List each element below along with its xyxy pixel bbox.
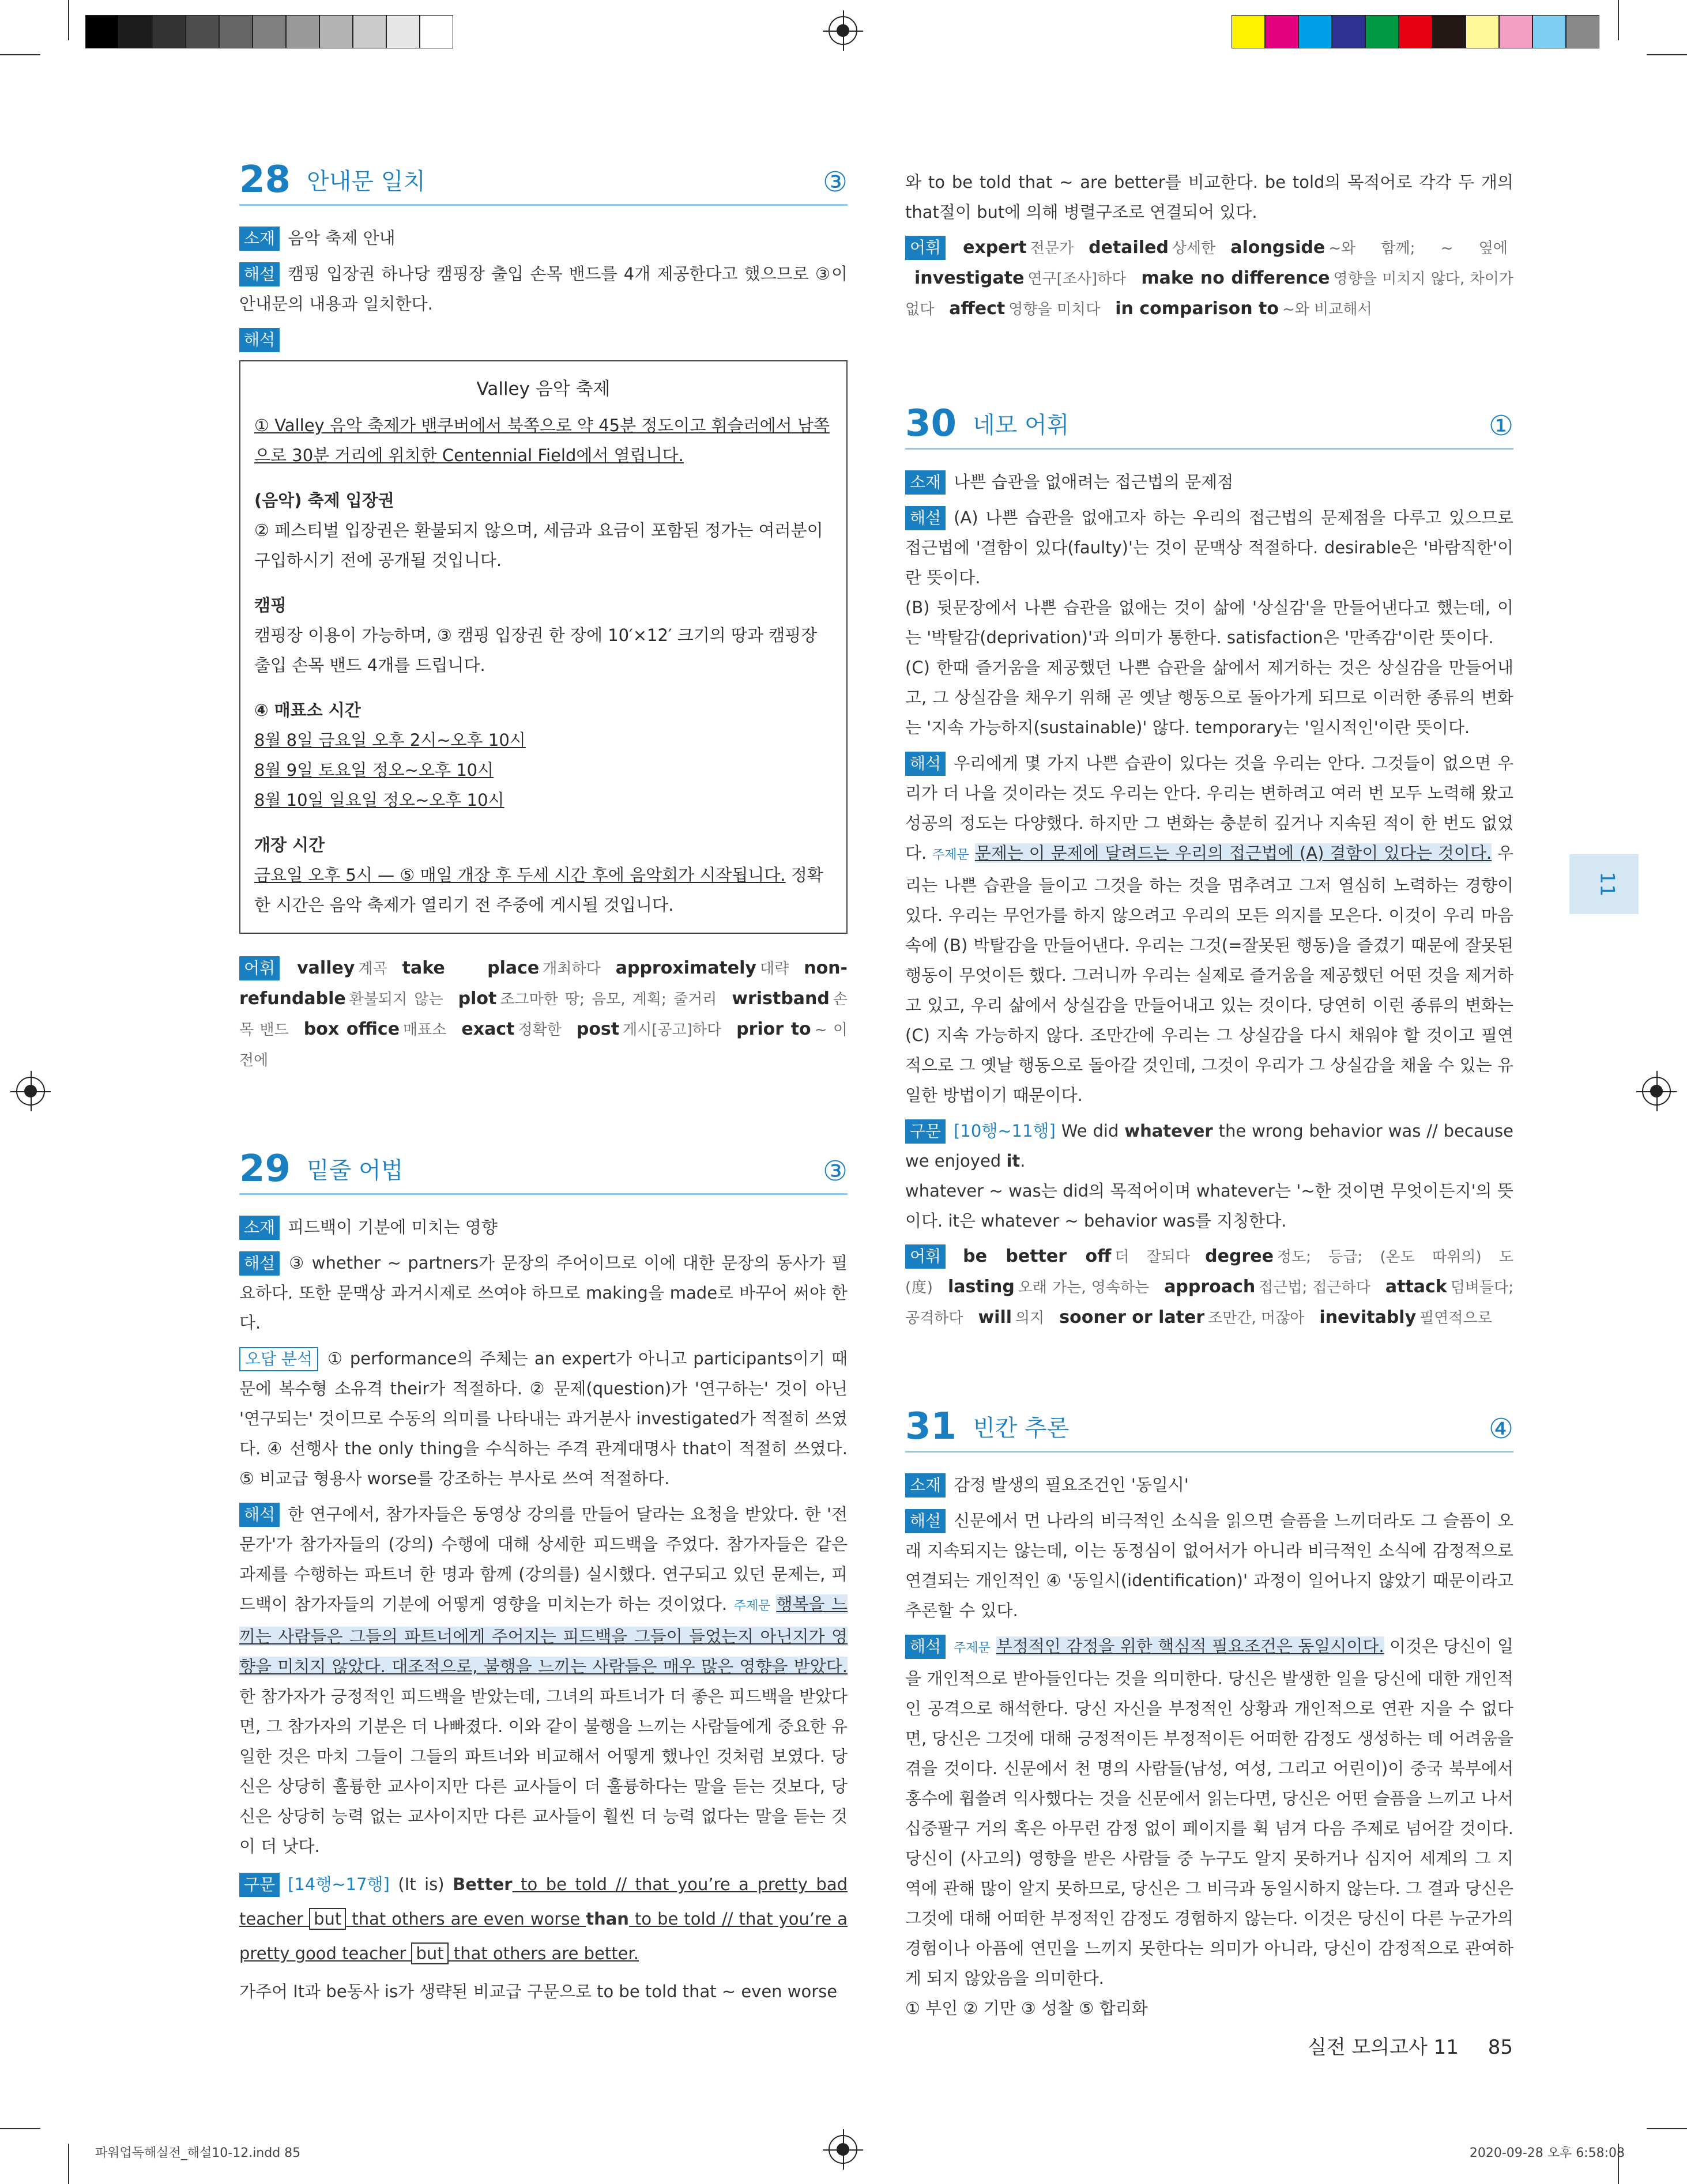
notice-box <box>239 360 848 934</box>
vocab-meaning: 영향을 미치지 않다, 차이가 없다 <box>905 270 1513 318</box>
vocab-word: valley <box>297 958 355 978</box>
color-swatch <box>1298 15 1332 48</box>
tag-vocab: 어휘 <box>905 236 946 260</box>
tag-haeseol: 해설 <box>905 1509 946 1533</box>
notice-line: 8월 10일 일요일 정오~오후 10시 <box>254 790 504 810</box>
notice-section <box>254 590 833 680</box>
crop-mark <box>68 0 69 40</box>
vocab-word: detailed <box>1089 237 1169 258</box>
notice-line: 8월 8일 금요일 오후 2시~오후 10시 <box>254 730 526 750</box>
tag-vocab: 어휘 <box>239 956 280 980</box>
color-swatch <box>1432 15 1466 48</box>
haeseok-text: 이것은 당신이 일을 개인적으로 받아들인다는 것을 의미한다. 당신은 발생한 일을 당신에 대한 개인적인 공격으로 해석한다. 당신 자신을 부정적인 상황과 개인적으로 연관 지을 수 없다면, 당신은 그것에 대해 긍정적이든 부정적이든 어떠한 감정도 생성하는 데 어려움을 겪을 것이다. 신문에서 천 명의 사람들(남성, 여성, 그리고 어린이)이 중국 북부에서 홍수에 휩쓸려 익사했다는 것을 신문에서 읽는다면, 당신은 어떤 슬픔을 느끼고 나서 십중팔구 거의 혹은 아무런 감정 없이 페이지를 휙 넘겨 다음 주제로 넘어갈 것이다. 당신이 (사고의) 영향을 받은 사람들 중 누구도 알지 못하거나 심지어 세계의 그 지역에 관해 많이 알지 못하므로, 당신은 그 비극과 동일시하지 않는다. 그 결과 당신은 그것에 대해 어떠한 부정적인 감정도 경험하지 않는다. 이것은 당신이 다른 누군가의 경험이나 아픔에 연민을 느끼지 못한다는 의미가 아니라, 당신이 감정적으로 관여하게 되지 않았음을 의미한다. <box>905 1636 1513 1988</box>
color-swatch <box>1232 15 1265 48</box>
color-swatch <box>353 15 386 48</box>
vocab-row <box>905 1242 1513 1333</box>
gumun-ref: [10행~11행] <box>954 1121 1056 1141</box>
gumun-note: 가주어 It과 be동사 is가 생략된 비교급 구문으로 to be told that ~ even worse <box>239 1982 838 2001</box>
color-swatch <box>1332 15 1365 48</box>
footer-label: 실전 모의고사 11 <box>1307 2036 1459 2059</box>
gumun-text: the wrong behavior was // because we enjoyed <box>905 1121 1513 1171</box>
gumun-text: that others are better. <box>448 1944 639 1963</box>
tag-odap: 오답 분석 <box>239 1347 318 1371</box>
gumun-note: whatever ~ was는 did의 목적어이며 whatever는 '~한 것이면 무엇이든지'의 뜻이다. it은 whatever ~ behavior was를 지칭한다. <box>905 1181 1513 1231</box>
vocab-meaning: 조만간, 머잖아 <box>1208 1310 1305 1327</box>
color-swatch <box>119 15 152 48</box>
vocab-word: attack <box>1385 1277 1447 1297</box>
vocab-word: lasting <box>947 1277 1015 1297</box>
color-swatch <box>420 15 453 48</box>
crop-mark <box>1647 54 1687 55</box>
gumun-text: that others are even worse <box>346 1909 586 1929</box>
answer-mark: ① <box>1488 410 1513 442</box>
color-swatch <box>219 15 253 48</box>
gumun-text: . <box>1020 1151 1026 1171</box>
vocab-word: approach <box>1164 1277 1256 1297</box>
vocab-meaning: 상세한 <box>1172 240 1216 257</box>
haeseol-row <box>905 1506 1513 1625</box>
tag-haeseok: 해석 <box>905 1635 946 1659</box>
vocab-word: approximately <box>615 958 756 978</box>
notice-paragraph: 금요일 오후 5시 — ⑤ 매일 개장 후 두세 시간 후에 음악회가 시작됩니다. <box>254 865 786 885</box>
gumun-keyword: whatever <box>1124 1121 1213 1141</box>
tag-haeseok: 해석 <box>905 752 946 776</box>
continued-text: 와 to be told that ~ are better를 비교한다. be told의 목적어로 각각 두 개의 that절이 but에 의해 병렬구조로 연결되어 있다. <box>905 172 1513 222</box>
notice-paragraph: 캠핑장 이용이 가능하며, ③ 캠핑 입장권 한 장에 10′×12′ 크기의 땅과 캠핑장 출입 손목 밴드 4개를 드립니다. <box>254 625 818 675</box>
tag-sojae: 소재 <box>239 227 280 251</box>
question-number: 29 <box>239 1148 291 1190</box>
right-column <box>905 167 1513 2029</box>
question-31-header <box>905 1405 1513 1453</box>
tag-vocab: 어휘 <box>905 1244 946 1269</box>
vocab-meaning: 더 잘되다 <box>1114 1248 1191 1266</box>
vocab-word: sooner or later <box>1059 1307 1205 1327</box>
color-swatch <box>152 15 186 48</box>
slug-filename: 파워업독해실전_해설10-12.indd 85 <box>95 2146 301 2160</box>
vocab-word: investigate <box>914 268 1025 288</box>
topic-sentence: 행복을 느끼는 사람들은 그들의 파트너에게 주어지는 피드백을 그들이 들었는지 아닌지가 영향을 미치지 않았다. 대조적으로, 불행을 느끼는 사람들은 매우 많은 영향을 받았다. <box>239 1594 848 1676</box>
vocab-meaning: ~와 비교해서 <box>1282 301 1372 318</box>
color-swatch <box>253 15 286 48</box>
gumun-text: to be told // that you’re a pretty good teacher <box>239 1909 848 1963</box>
page-number: 85 <box>1488 2036 1513 2059</box>
question-type: 빈칸 추론 <box>973 1415 1070 1442</box>
gumun-row <box>905 1116 1513 1176</box>
question-number: 28 <box>239 159 291 201</box>
registration-mark-left <box>16 1077 45 1106</box>
topic-label: 주제문 <box>733 1599 771 1613</box>
vocab-meaning: ~와 함께; ~ 옆에 <box>1328 240 1508 257</box>
vocab-row <box>239 953 848 1076</box>
vocab-word: inevitably <box>1319 1307 1417 1327</box>
sojae-text: 음악 축제 안내 <box>288 228 396 248</box>
vocab-row <box>905 233 1513 325</box>
answer-mark: ③ <box>822 1155 848 1187</box>
vocab-word: take place <box>402 958 540 978</box>
color-swatch <box>1466 15 1499 48</box>
vocab-word: expert <box>963 237 1027 258</box>
color-swatch <box>1566 15 1599 48</box>
question-type: 네모 어휘 <box>973 412 1070 439</box>
sojae-row <box>239 223 848 253</box>
notice-line: 8월 9일 토요일 정오~오후 10시 <box>254 760 494 780</box>
color-swatch <box>1532 15 1566 48</box>
color-swatch <box>1399 15 1432 48</box>
question-30-header <box>905 402 1513 450</box>
tag-haeseol: 해설 <box>239 1251 280 1276</box>
tag-gumun: 구문 <box>239 1873 280 1897</box>
crop-mark <box>68 2144 69 2184</box>
topic-sentence: 문제는 이 문제에 달려드는 우리의 접근법에 (A) 결함이 있다는 것이다. <box>974 843 1492 863</box>
vocab-meaning: 전문가 <box>1030 240 1074 257</box>
sojae-row <box>905 1470 1513 1500</box>
gumun-keyword: Better <box>453 1874 513 1894</box>
haeseol-row <box>239 1248 848 1338</box>
odap-row <box>239 1344 848 1493</box>
vocab-meaning: 계곡 <box>358 960 387 978</box>
vocab-meaning: 게시[공고]하다 <box>623 1021 722 1039</box>
color-swatch <box>386 15 420 48</box>
crop-mark <box>0 2128 40 2129</box>
notice-subheading: 캠핑 <box>254 595 287 615</box>
vocab-word: non-refundable <box>239 958 848 1009</box>
tag-haeseol: 해설 <box>239 262 280 286</box>
vocab-word: in comparison to <box>1115 299 1279 319</box>
vocab-meaning: 조그마한 땅; 음모, 계획; 줄거리 <box>500 991 717 1008</box>
color-swatch <box>1499 15 1532 48</box>
notice-paragraph: ① Valley 음악 축제가 밴쿠버에서 북쪽으로 약 45분 정도이고 휘슬러에서 남쪽으로 30분 거리에 위치한 Centennial Field에서 열립니다. <box>254 416 830 465</box>
vocab-word: be better off <box>963 1246 1112 1266</box>
vocab-word: affect <box>949 299 1006 319</box>
vocab-word: will <box>978 1307 1012 1327</box>
haeseol-text: (B) 뒷문장에서 나쁜 습관을 없애는 것이 삶에 '상실감'을 만들어낸다고 했는데, 이는 '박탈감(deprivation)'과 의미가 통한다. satisfaction은 '만족감'이란 뜻이다. <box>905 598 1513 647</box>
left-column <box>239 161 848 2012</box>
tag-gumun: 구문 <box>905 1119 946 1144</box>
question-29-header <box>239 1148 848 1195</box>
notice-subheading: 개장 시간 <box>254 835 325 855</box>
tag-sojae: 소재 <box>239 1216 280 1240</box>
sojae-text: 나쁜 습관을 없애려는 접근법의 문제점 <box>954 472 1234 492</box>
vocab-meaning: 오래 가는, 영속하는 <box>1018 1279 1150 1296</box>
gumun-ref: [14행~17행] <box>288 1874 390 1894</box>
color-swatch <box>85 15 119 48</box>
crop-mark <box>1647 2128 1687 2129</box>
vocab-meaning: 손목 밴드 <box>239 991 848 1039</box>
topic-sentence: 부정적인 감정을 위한 핵심적 필요조건은 동일시이다. <box>996 1636 1384 1656</box>
haeseok-row <box>905 748 1513 1110</box>
color-swatch <box>286 15 319 48</box>
crop-mark <box>0 54 40 55</box>
vocab-meaning: 영향을 미치다 <box>1008 301 1101 318</box>
topic-label: 주제문 <box>932 848 969 862</box>
color-swatch <box>186 15 219 48</box>
vocab-meaning: 개최하다 <box>543 960 601 978</box>
tag-sojae: 소재 <box>905 470 946 495</box>
haeseok-text: 우리는 나쁜 습관을 들이고 그것을 하는 것을 멈추려고 그저 열심히 노력하는 경향이 있다. 우리는 무언가를 하지 않으려고 우리의 모든 의지를 모은다. 이것이 우리 마음속에 (B) 박탈감을 만들어낸다. 우리는 그것(=잘못된 행동)을 즐겼기 때문에 잘못된 행동이 무엇이든 했다. 그러니까 우리는 실제로 즐거움을 제공했던 어떤 것을 제거하고 있고, 우리 삶에서 상실감을 만들어내고 있는 것이다. 당연히 이런 종류의 변화는 (C) 지속 가능하지 않다. 조만간에 우리는 그 상실감을 다시 채워야 할 것이고 필연적으로 그 옛날 행동으로 돌아갈 것인데, 그것이 우리가 그 상실감을 채울 수 있는 유일한 방법이기 때문이다. <box>905 843 1513 1105</box>
chapter-tab-number: 11 <box>1595 872 1619 897</box>
haeseol-text: 캠핑 입장권 하나당 캠핑장 출입 손목 밴드를 4개 제공한다고 했으므로 ③이 안내문의 내용과 일치한다. <box>239 264 848 314</box>
gumun-text: (It is) <box>398 1874 453 1894</box>
registration-mark-bottom <box>829 2135 857 2164</box>
answer-mark: ④ <box>1488 1413 1513 1445</box>
vocab-meaning: 매표소 <box>403 1021 447 1039</box>
haeseok-row <box>905 1631 1513 1993</box>
vocab-word: box office <box>303 1019 400 1039</box>
notice-subheading: ④ 매표소 시간 <box>254 700 361 720</box>
page-footer <box>1308 2031 1513 2059</box>
haeseol-text: ③ whether ~ partners가 문장의 주어이므로 이에 대한 문장의 동사가 필요하다. 또한 문맥상 과거시제로 쓰여야 하므로 making을 made로 바꾸어 써야 한다. <box>239 1253 848 1333</box>
vocab-word: degree <box>1205 1246 1274 1266</box>
odap-text: ① performance의 주체는 an expert가 아니고 participants이기 때문에 복수형 소유격 their가 적절하다. ② 문제(question)가 '연구하는' 것이 아닌 '연구되는' 것이므로 수동의 의미를 나타내는 과거분사 investigated가 적절히 쓰였다. ④ 선행사 the only thing을 수식하는 주격 관계대명사 that이 적절히 쓰였다. ⑤ 비교급 형용사 worse를 강조하는 부사로 쓰여 적절하다. <box>239 1349 848 1488</box>
vocab-meaning: 접근법; 접근하다 <box>1259 1279 1370 1296</box>
tag-haeseol: 해설 <box>905 506 946 530</box>
answer-mark: ③ <box>822 166 848 198</box>
gumun-text: We did <box>1055 1121 1125 1141</box>
haeseol-text: (C) 한때 즐거움을 제공했던 나쁜 습관을 삶에서 제거하는 것은 상실감을 만들어내고, 그 상실감을 채우기 위해 곧 옛날 행동으로 돌아가게 되므로 이러한 종류의 변화는 '지속 가능하지(sustainable)' 않다. temporary는 '일시적인'이란 뜻이다. <box>905 658 1513 737</box>
vocab-meaning: 의지 <box>1015 1310 1045 1327</box>
haeseok-row <box>239 325 848 354</box>
question-type: 밑줄 어법 <box>307 1157 404 1184</box>
color-swatch <box>319 15 353 48</box>
wrong-options: ① 부인 ② 기만 ③ 성찰 ⑤ 합리화 <box>905 1998 1148 2018</box>
haeseol-text: (A) 나쁜 습관을 없애고자 하는 우리의 접근법의 문제점을 다루고 있으므로 접근법에 '결함이 있다(faulty)'는 것이 문맥상 적절하다. desirable은 '바람직한'이란 뜻이다. <box>905 508 1513 587</box>
haeseok-text: 한 참가자가 긍정적인 피드백을 받았는데, 그녀의 파트너가 더 좋은 피드백을 받았다면, 그 참가자의 기분은 더 나빠졌다. 이와 같이 불행을 느끼는 사람들에게 중요한 유일한 것은 마치 그들이 그들의 파트너와 비교해서 어떻게 했나인 것처럼 보였다. 당신은 상당히 훌륭한 교사이지만 다른 교사들이 더 훌륭하다는 말을 듣는 것보다, 당신은 상당히 능력 없는 교사이지만 다른 교사들이 훨씬 더 능력 없다는 말을 듣는 것이 더 낫다. <box>239 1687 848 1856</box>
vocab-word: plot <box>458 989 497 1009</box>
haeseol-text: 신문에서 먼 나라의 비극적인 소식을 읽으면 슬픔을 느끼더라도 그 슬픔이 오래 지속되지는 않는데, 이는 동정심이 없어서가 아니라 비극적인 소식에 감정적으로 연결되는 개인적인 ④ '동일시(identification)' 과정이 일어나지 않았기 때문이라고 추론할 수 있다. <box>905 1511 1513 1620</box>
question-number: 31 <box>905 1405 957 1448</box>
chapter-tab <box>1569 854 1639 914</box>
gumun-keyword: it <box>1006 1151 1021 1171</box>
vocab-meaning: 필연적으로 <box>1419 1310 1492 1327</box>
vocab-word: prior to <box>736 1019 811 1039</box>
tag-haeseok: 해석 <box>239 328 280 352</box>
tag-haeseok: 해석 <box>239 1503 280 1527</box>
notice-section <box>254 830 833 920</box>
vocab-meaning: 대략 <box>759 960 789 978</box>
sojae-text: 감정 발생의 필요조건인 '동일시' <box>954 1475 1189 1495</box>
notice-title: Valley 음악 축제 <box>476 379 611 399</box>
vocab-word: exact <box>461 1019 515 1039</box>
haeseok-text: 한 연구에서, 참가자들은 동영상 강의를 만들어 달라는 요청을 받았다. 한 '전문가'가 참가자들의 (강의) 수행에 대해 상세한 피드백을 주었다. 참가자들은 같은 과제를 수행하는 파트너 한 명과 함께 (강의를) 실시했다. 연구되고 있던 문제는, 피드백이 참가자들의 기분에 어떻게 영향을 미치는가 하는 것이었다. <box>239 1504 848 1614</box>
haeseol-row <box>905 503 1513 593</box>
sojae-row <box>239 1212 848 1242</box>
notice-paragraph: 정확한 시간은 음악 축제가 열리기 전 주중에 게시될 것입니다. <box>254 865 823 915</box>
notice-section <box>254 695 833 815</box>
tag-sojae: 소재 <box>905 1473 946 1498</box>
color-swatch <box>1365 15 1399 48</box>
gumun-boxed: but <box>411 1942 448 1964</box>
registration-mark-right <box>1642 1077 1671 1106</box>
crop-mark <box>1618 0 1619 40</box>
question-28-header <box>239 161 848 206</box>
gumun-text: to be told // that you’re a pretty bad teacher <box>239 1874 848 1929</box>
sojae-row <box>905 467 1513 497</box>
color-swatch <box>1265 15 1298 48</box>
haeseok-text: 우리에게 몇 가지 나쁜 습관이 있다는 것을 우리는 안다. 그것들이 없으면 우리가 더 나을 것이라는 것도 우리는 안다. 우리는 변하려고 여러 번 모두 노력해 왔고 성공의 정도는 다양했다. 하지만 그 변화는 충분히 깊거나 지속된 적이 한 번도 없었다. <box>905 753 1513 863</box>
haeseol-row <box>239 259 848 319</box>
gumun-keyword: than <box>586 1909 629 1929</box>
question-number: 30 <box>905 402 957 445</box>
topic-label: 주제문 <box>954 1641 991 1655</box>
sojae-text: 피드백이 기분에 미치는 영향 <box>288 1217 498 1237</box>
haeseok-row <box>239 1499 848 1861</box>
vocab-word: wristband <box>732 989 830 1009</box>
notice-paragraph: ② 페스티벌 입장권은 환불되지 않으며, 세금과 요금이 포함된 정가는 여러분이 구입하시기 전에 공개될 것입니다. <box>254 520 823 570</box>
vocab-meaning: 덤벼들다; 공격하다 <box>905 1279 1513 1327</box>
vocab-meaning: 정확한 <box>518 1021 562 1039</box>
registration-mark-top <box>829 16 857 45</box>
vocab-word: post <box>576 1019 620 1039</box>
gumun-row <box>239 1867 848 1971</box>
vocab-word: make no difference <box>1141 268 1330 288</box>
vocab-meaning: 환불되지 않는 <box>349 991 443 1008</box>
vocab-meaning: 정도; 등급; (온도 따위의) 도(度) <box>905 1248 1513 1296</box>
vocab-word: alongside <box>1230 237 1326 258</box>
notice-section <box>254 485 833 575</box>
vocab-meaning: ~ 이전에 <box>239 1021 848 1069</box>
notice-subheading: (음악) 축제 입장권 <box>254 491 394 510</box>
vocab-meaning: 연구[조사]하다 <box>1027 270 1127 288</box>
gumun-boxed: but <box>309 1908 346 1930</box>
question-type: 안내문 일치 <box>307 168 425 195</box>
slug-timestamp: 2020-09-28 오후 6:58:08 <box>1469 2146 1625 2160</box>
